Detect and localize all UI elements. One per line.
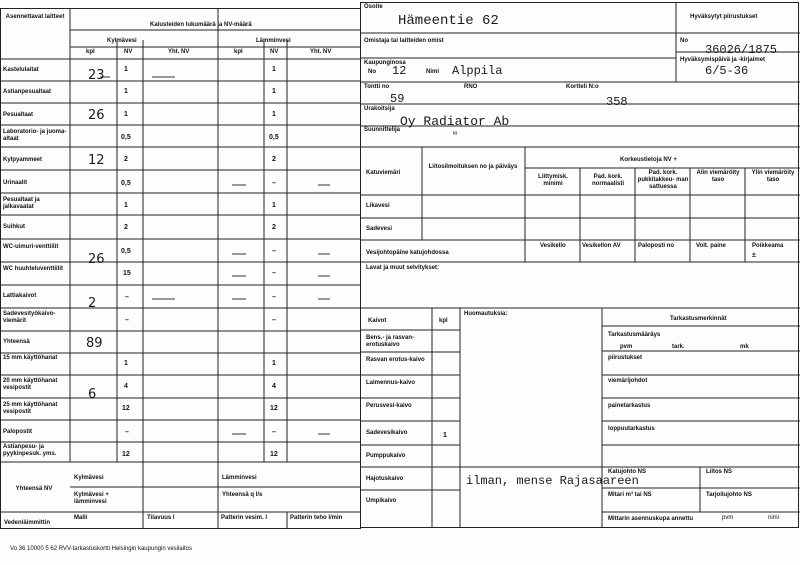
approval-date-value: 6/5-36 [705,64,749,78]
inspection-row: viemärijohdot [608,378,648,384]
row-label: Pesualtaat ja jalkavaatat [3,197,40,210]
row-label: Kylpyammeet [3,157,43,163]
connection-min: Liittymisk. minimi [538,174,568,187]
storm-water-label: Sadevesi [366,226,393,232]
rno-label: RNO [464,84,478,90]
hot-nv: 1 [272,88,276,95]
waste-water-label: Likavesi [366,203,390,209]
well-row: Pumppukaivo [366,453,406,459]
meter-ns-label: Mitari m³ tai NS [608,492,652,498]
cold-water-header: Kylmävesi [107,38,137,44]
notes-label: Lavat ja muut selvitykset: [366,265,440,271]
cold-kpl: 23 [88,68,105,83]
cold-total-label: Kylmävesi [74,475,104,481]
storm-well-kpl: 1 [443,432,447,439]
address-value: Hämeentie 62 [398,13,499,29]
hot-nv: 1 [272,360,276,367]
cold-nv: – [125,317,129,324]
hot-nv: 4 [272,383,276,390]
cold-nv: 4 [124,383,128,390]
highest-level: Ylin viemäröity taso [751,170,795,183]
cold-plus-hot-label: Kylmävesi + lämminvesi [74,492,109,505]
inspection-date: pvm [620,344,633,350]
street-pipe-label: Katujohto NS [608,469,646,475]
cold-kpl: 2 [88,296,97,311]
row-label: WC huuhteluventtiilit [3,266,63,272]
cold-kpl: 89 [86,336,103,351]
cold-yht-header: Yht. NV [168,49,190,55]
cold-nv: 1 [124,202,128,209]
hot-nv: – [272,270,276,277]
cold-kpl: 12 [88,153,105,168]
no-label: No [680,38,688,44]
water-meter-label: Vesikello [540,243,566,249]
row-label: 20 mm käyttöhanat vesipostit [3,378,58,391]
name-label: Nimi [426,69,440,75]
hot-nv: 1 [272,66,276,73]
row-label: Astianpesu- ja pyykinpesuk. yms. [3,444,57,457]
owner-label: Omistaja tai laitteiden omist [364,38,444,44]
normal-height: Pad. kork. normaalisti [591,174,624,187]
cold-nv: 1 [124,88,128,95]
inspection-row: piirustukset [608,355,643,361]
contractor-value: Oy Radiator Ab [400,114,510,129]
volume-label: Tilavuus l [147,515,175,521]
cold-nv: 12 [122,405,130,412]
block-no-value: 12 [392,64,407,78]
col-header-fixtures: Asennettavat laitteet [5,14,65,20]
hot-nv: 1 [272,202,276,209]
cold-kpl: 26 [88,108,105,123]
cold-nv: – [125,294,129,301]
hot-total-label: Lämminvesi [222,475,257,481]
designer-label: Suunnittelija [364,127,400,133]
hot-kpl-header: kpl [234,49,243,55]
connection-ns-label: Liitos NS [706,469,733,475]
district-label: Kaupunginosa [364,60,406,66]
row-label: Lattiakaivot [3,293,37,299]
approved-drawings: Hyväksytyt piirustukset [690,14,758,20]
water-heater-label: Vedenläimmittin [4,520,51,526]
hot-nv: 1 [272,111,276,118]
well-row: Laimennus-kaivo [366,380,416,386]
row-label: Yhteensä [3,339,30,345]
well-row: Bens.- ja rasvan-erotuskaivo [366,335,415,348]
height-header: Korkeustietoja NV + [620,157,677,163]
cold-kpl: 6 [88,387,97,402]
footer-note: Vo 36 10000 5 62 RVV-tarkastuskortti Helsingin kaupungin vesilaitos [10,546,193,552]
approval-date-label: Hyväksymispäivä ja -kirjaimet [680,57,766,63]
hot-nv: – [272,294,276,301]
inspection-row: loppuutarkastus [608,426,655,432]
row-label: Kastelulaitat [3,67,39,73]
designer-value: " [452,132,459,143]
well-row: Umpikaivo [366,498,397,504]
hot-nv: – [272,429,276,436]
row-label: Pesualtaat [3,112,34,118]
well-row: Perusvesi-kaivo [366,403,412,409]
contractor-label: Urakoitsija [364,106,395,112]
inspection-row: Tarkastusmääräys [608,332,661,338]
row-label: Palopostit [3,429,33,435]
pressure-label: Volt. paine [696,243,726,249]
row-label: Urinaalit [3,180,28,186]
row-label: Sadevesityökaivo-viemärit [3,311,56,324]
row-label: 15 mm käyttöhanat [3,355,58,361]
row-label: WC-uimuri-venttiilit [3,244,59,250]
hot-nv: 2 [272,156,276,163]
backflow-height: Pad. kork. pukkitakkeu- man sattuessa [637,170,689,190]
hot-nv: – [272,180,276,187]
row-label: Astianpesualtaat [3,89,52,95]
hot-nv-header: NV [270,49,279,55]
deviation-value: ± [752,252,756,259]
wells-kpl-label: kpl [439,318,448,324]
total-q-label: Yhteensä q l/s [222,492,263,498]
inspection-fee: mk [740,344,749,350]
hot-nv: – [272,248,276,255]
cold-nv: 0,5 [121,248,131,255]
inspection-checked: tark. [672,344,685,350]
remarks-text: ilman, mense Rajasaareen [466,474,639,488]
cold-nv: 12 [122,451,130,458]
cold-nv: 15 [123,270,131,277]
lowest-level: Alin viemäröity taso [696,170,740,183]
well-row: Rasvan erotus-kaivo [366,357,425,363]
inspection-row: painetarkastus [608,403,651,409]
wells-label: Kaivot [368,318,387,324]
cold-nv: 1 [124,66,128,73]
block-no-label: No [368,69,376,75]
name-value: Alppila [452,64,503,78]
cold-kpl-header: kpl [86,49,95,55]
lot-value: 59 [390,92,405,106]
deviation-label: Poikkeama [752,243,784,249]
inspection-label: Tarkastusmerkinnät [670,316,727,322]
cold-nv: 0,5 [121,180,131,187]
cold-nv: 1 [124,360,128,367]
cold-nv: 0,5 [121,134,131,141]
sewer-label: Katuviemäri [366,170,401,176]
hot-nv: 0,5 [269,134,279,141]
hot-yht-header: Yht. NV [310,49,332,55]
coil-volume-label: Patterin vesim. l [221,515,268,521]
group-title: Kalusteiden lukumäärä ja NV-määrä [150,22,252,28]
no-value: 36026/1875 [705,43,778,57]
hot-nv: 2 [272,224,276,231]
hydrant-no-label: Paloposti no [638,243,674,249]
cold-kpl: 26 [88,252,105,267]
cold-nv: 2 [124,224,128,231]
cold-nv-header: NV [124,49,133,55]
well-row: Hajotuskaivo [366,476,404,482]
hot-nv: 12 [270,451,278,458]
meter-install-label: Mittarin asennuskupa annettu [608,516,694,522]
supply-ns-label: Tarjoilujohto NS [706,492,752,498]
name-sign-label: nimi [768,515,780,521]
meter-av-label: Vesikellon AV [582,243,621,249]
block-label: Kortteli N:o [566,84,599,90]
total-nv-label: Yhteensä NV [15,486,53,492]
cold-nv: 2 [124,156,128,163]
main-pressure-label: Vesijohtopäine katujohdossa [366,250,449,256]
model-label: Malli [74,515,88,521]
well-row: Sadevesikaivo [366,430,408,436]
cold-nv: 1 [124,111,128,118]
row-label: Laboratorio- ja juoma-altaat [3,129,67,142]
address-label: Osoite [364,4,383,10]
lot-label: Tontti no [364,84,390,90]
row-label: Suihkut [3,224,25,230]
cold-nv: – [125,429,129,436]
date-label: pvm [722,515,734,521]
hot-nv: – [272,317,276,324]
block-value: 358 [606,95,628,109]
row-label: 25 mm käyttöhanat vesipostit [3,402,58,415]
coil-power-label: Patterin teho l/min [290,515,343,521]
remarks-label: Huomautuksia: [464,311,508,317]
connection-label: Liitosilmoituksen no ja päiväys [428,164,518,170]
hot-nv: 12 [270,405,278,412]
hot-water-header: Lämminvesi [256,38,291,44]
